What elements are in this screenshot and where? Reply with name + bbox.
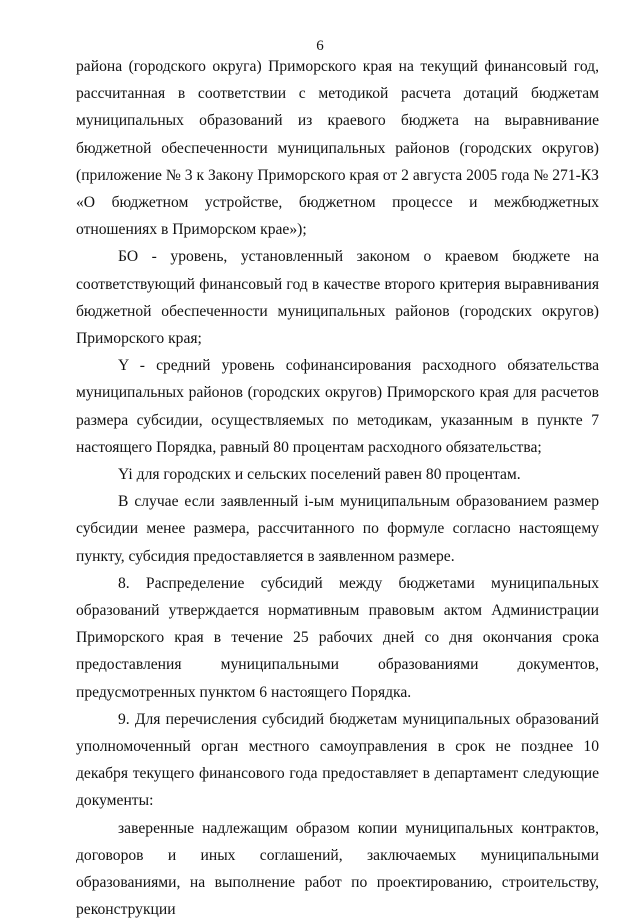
page-number: 6 — [316, 38, 324, 54]
paragraph-item-9: 9. Для перечисления субсидий бюджетам муниципальных образований уполномоченный орган местного самоуправления в срок не позднее 10 декабря текущего финансового года предоставляет в департамент следующие документы: — [76, 710, 599, 810]
document-body — [76, 53, 599, 924]
paragraph-bo-definition: БО - уровень, установленный законом о краевом бюджете на соответствующий финансовый год в качестве второго критерия выравнивания бюджетной обеспеченности муниципальных районов (городских округов) Приморского края; — [76, 248, 599, 348]
paragraph-y-definition: Y - средний уровень софинансирования расходного обязательства муниципальных районов (городских округов) Приморского края для расчетов размера субсидии, осуществляемых по методикам, указанным в пункте 7 настоящего Порядка, равный 80 процентам расходного обязательства; — [76, 357, 599, 456]
paragraph-certified-copies: заверенные надлежащим образом копии муниципальных контрактов, договоров и иных соглашений, заключаемых муниципальными образованиями, на выполнение работ по проектированию, строительству, реконструкции — [76, 819, 599, 919]
paragraph-declared-amount: В случае если заявленный i-ым муниципальным образованием размер субсидии менее размера, рассчитанного по формуле согласно настоящему пункту, субсидия предоставляется в заявленном размере. — [76, 493, 599, 565]
paragraph-continuation: района (городского округа) Приморского края на текущий финансовый год, рассчитанная в соответствии с методикой расчета дотаций бюджетам муниципальных образований из краевого бюджета на выравнивание бюджетной обеспеченности муниципальных районов (городских округов) (приложение № 3 к Закону Приморского края от 2 августа 2005 года № 271-КЗ «О бюджетном устройстве, бюджетном процессе и межбюджетных отношениях в Приморском крае»); — [76, 58, 599, 239]
paragraph-item-8: 8. Распределение субсидий между бюджетами муниципальных образований утверждается нормативным правовым актом Администрации Приморского края в течение 25 рабочих дней со дня окончания срока предоставления муниципальными образованиями документов, предусмотренных пунктом 6 настоящего Порядка. — [76, 574, 599, 701]
paragraph-yi-definition: Yi для городских и сельских поселений равен 80 процентам. — [118, 466, 521, 484]
